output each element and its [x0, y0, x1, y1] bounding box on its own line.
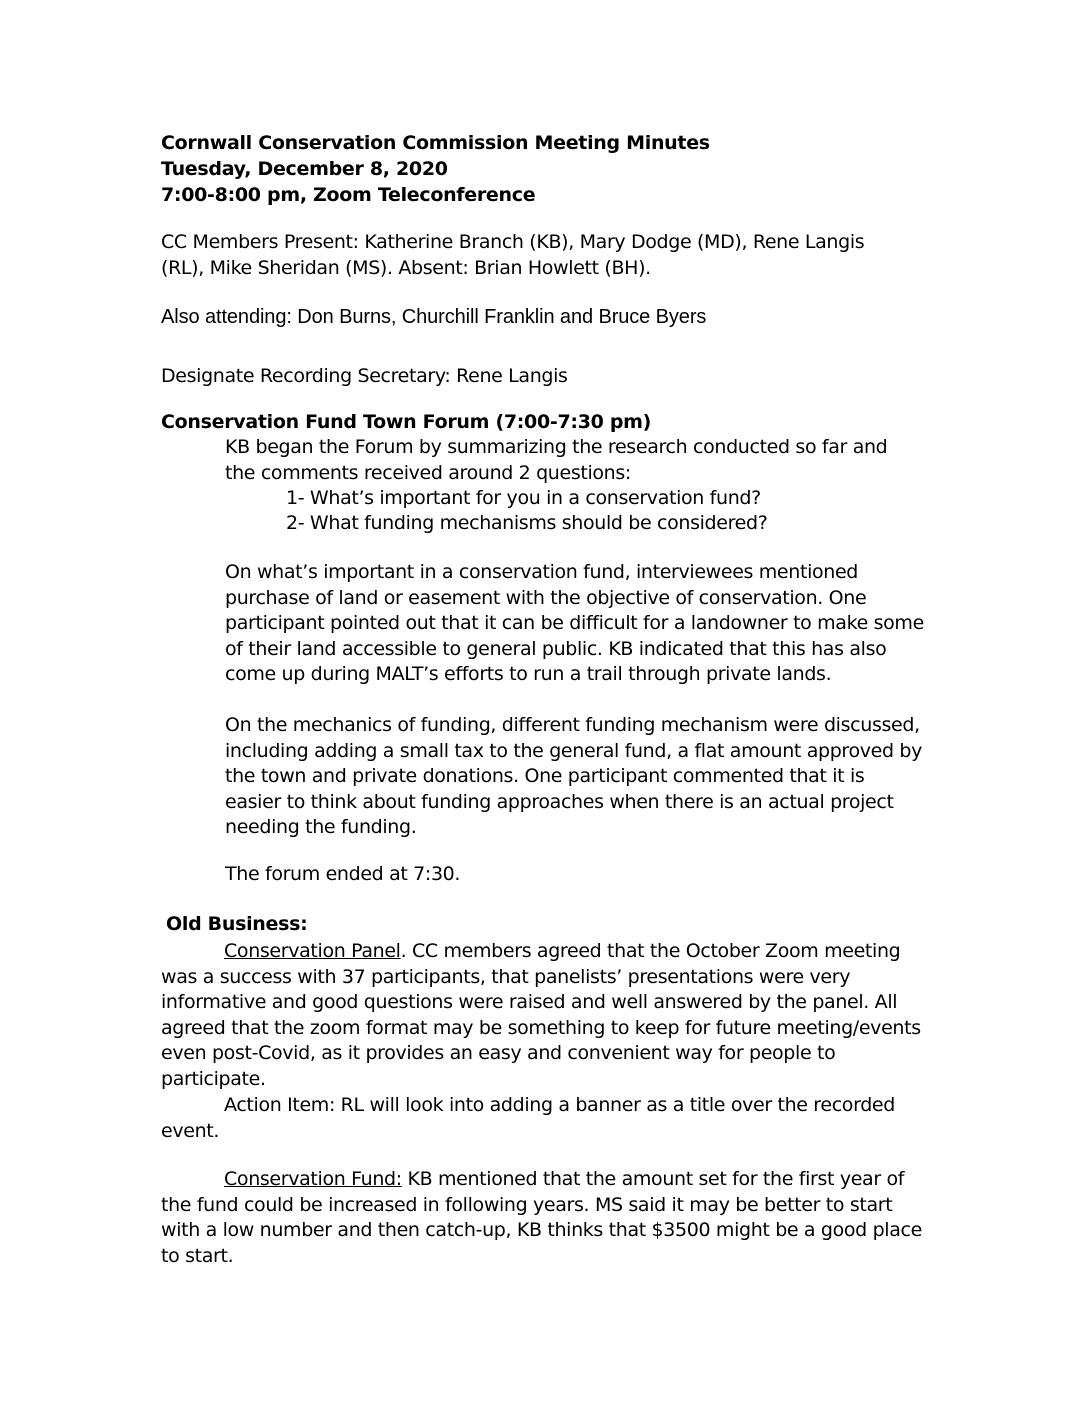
conservation-fund-label: Conservation Fund: [224, 1168, 402, 1190]
forum-paragraph-importance: On what’s important in a conservation fund, interviewees mentioned purchase of land or easement with the objective of conservation. One participant pointed out that it can be difficult for a landowner to make some of their land accessible to general public. KB indicated that this has also come up during MALT’s efforts to run a trail through private lands. [225, 561, 924, 685]
forum-question-2: 2- What funding mechanisms should be considered? [286, 512, 768, 534]
conservation-panel-paragraph [161, 939, 926, 1092]
meeting-date: Tuesday, December 8, 2020 [161, 158, 448, 180]
forum-paragraph-mechanics: On the mechanics of funding, different funding mechanism were discussed, including adding a small tax to the general fund, a flat amount approved by the town and private donations. One participant commented that it is easier to think about funding approaches when there is an actual project needing the funding. [225, 714, 922, 838]
forum-question-1: 1- What’s important for you in a conservation fund? [286, 487, 761, 509]
conservation-panel-text: . CC members agreed that the October Zoom meeting was a success with 37 participants, that panelists’ presentations were very informative and good questions were raised and well answered by the panel. All agreed that the zoom format may be something to keep for future meeting/events even post-Covid, as it provides an easy and convenient way for people to participate. [161, 940, 921, 1090]
action-item: Action Item: RL will look into adding a banner as a title over the recorded event. [161, 1094, 895, 1142]
conservation-fund-text: KB mentioned that the amount set for the first year of the fund could be increased in following years. MS said it may be better to start with a low number and then catch-up, KB thinks that $3500 might be a good place to start. [161, 1168, 922, 1267]
members-present: CC Members Present: Katherine Branch (KB), Mary Dodge (MD), Rene Langis (RL), Mike Sheridan (MS). Absent: Brian Howlett (BH). [161, 231, 865, 279]
forum-heading: Conservation Fund Town Forum (7:00-7:30 pm) [161, 411, 652, 433]
conservation-fund-paragraph [161, 1167, 926, 1269]
meeting-time-place: 7:00-8:00 pm, Zoom Teleconference [161, 184, 536, 206]
also-attending: Also attending: Don Burns, Churchill Franklin and Bruce Byers [161, 306, 707, 328]
document-title-block [161, 130, 921, 208]
forum-end-note: The forum ended at 7:30. [225, 863, 461, 885]
conservation-panel-label: Conservation Panel [224, 940, 401, 962]
forum-intro: KB began the Forum by summarizing the research conducted so far and the comments received around 2 questions: [225, 436, 888, 484]
recording-secretary: Designate Recording Secretary: Rene Langis [161, 365, 568, 387]
old-business-heading: Old Business: [166, 913, 308, 935]
document-title: Cornwall Conservation Commission Meeting Minutes [161, 132, 710, 154]
